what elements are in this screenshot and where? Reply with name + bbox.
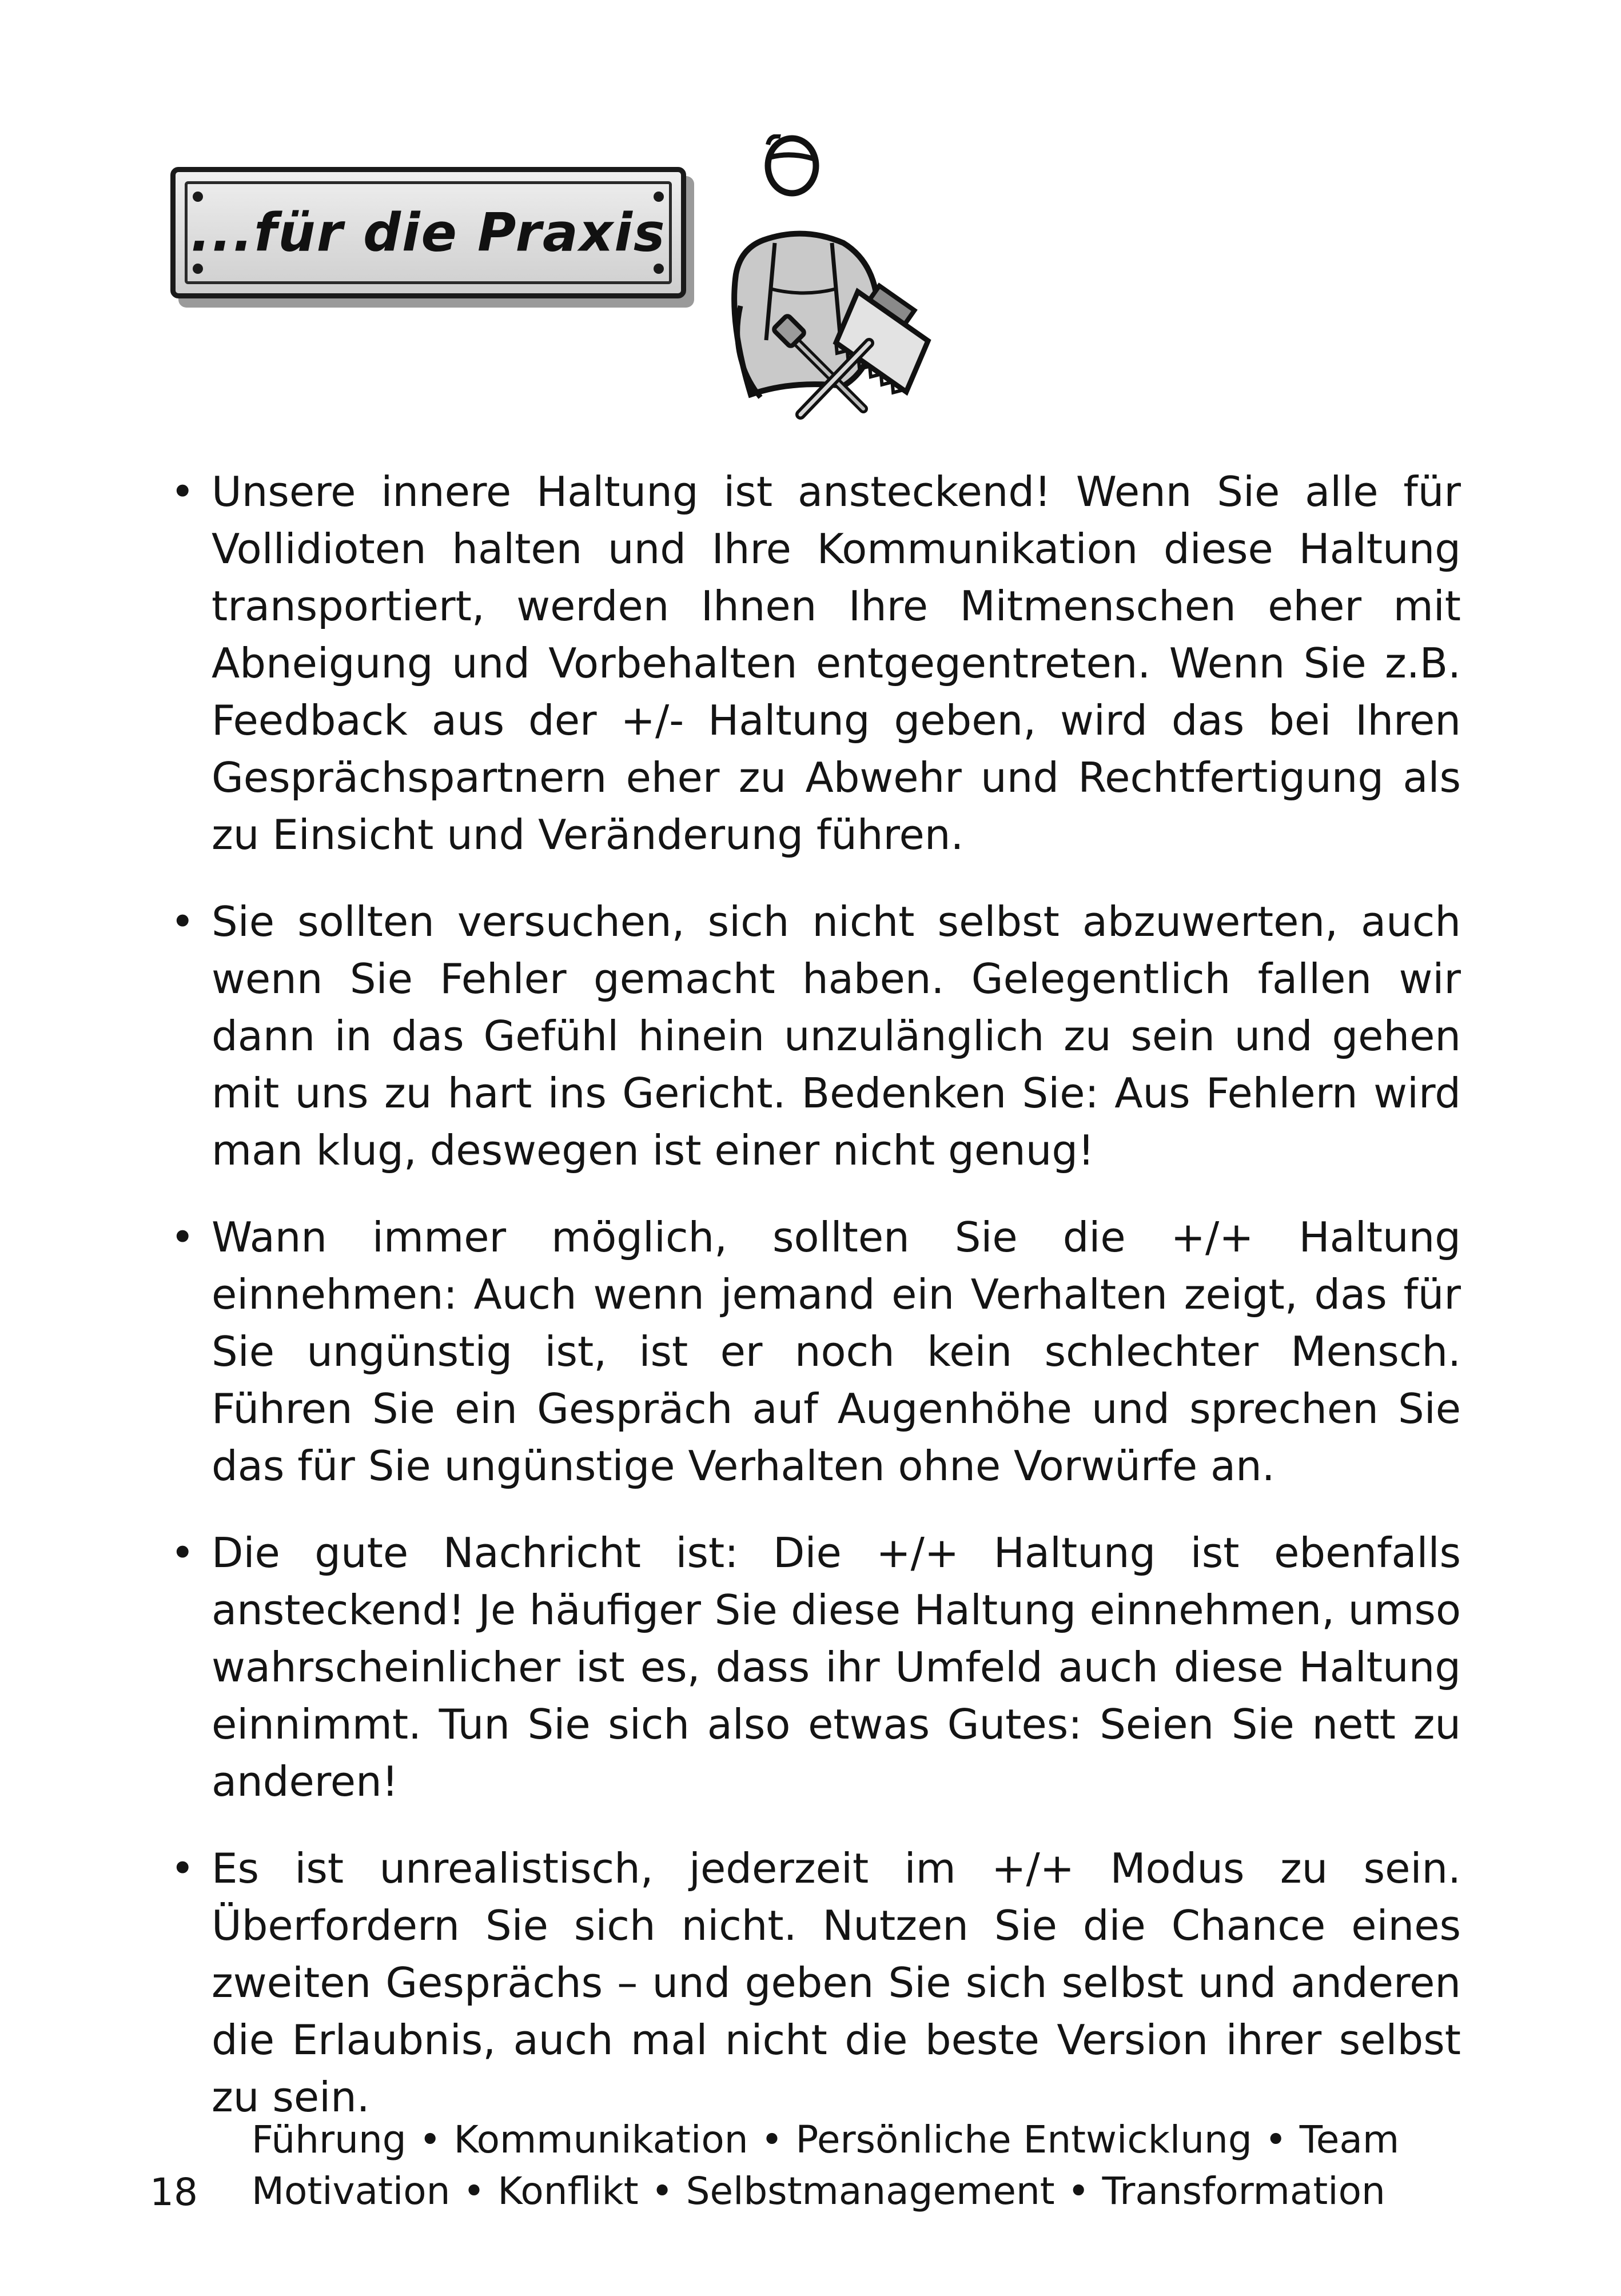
bullet-text: Die gute Nachricht ist: Die +/+ Haltung ist ebenfalls ansteckend! Je häufiger Sie diese Haltung einnehmen, umso wahrscheinlicher ist es, dass ihr Umfeld auch diese Haltung einnimmt. Tun Sie sich also etwas Gutes: Seien Sie nett zu anderen! bbox=[212, 1529, 1461, 1805]
keyword: Kommunikation bbox=[453, 2118, 748, 2162]
list-item bbox=[166, 1209, 1461, 1494]
screw-icon bbox=[654, 264, 664, 274]
praxis-sign bbox=[170, 167, 686, 298]
screw-icon bbox=[193, 192, 203, 202]
bullet-icon: • bbox=[170, 1529, 195, 1577]
separator: • bbox=[419, 2118, 441, 2162]
bullet-icon: • bbox=[170, 898, 195, 946]
bullet-icon: • bbox=[170, 1213, 195, 1261]
keyword: Transformation bbox=[1102, 2169, 1385, 2213]
sign-title: ...für die Praxis bbox=[190, 202, 666, 264]
list-item bbox=[166, 1840, 1461, 2126]
keyword: Selbstmanagement bbox=[686, 2169, 1055, 2213]
bullet-icon: • bbox=[170, 1844, 195, 1892]
footer-keywords bbox=[252, 2114, 1400, 2217]
separator: • bbox=[651, 2169, 674, 2213]
bullet-icon: • bbox=[170, 468, 195, 516]
craftsman-with-tools-icon bbox=[706, 134, 941, 443]
bullet-text: Sie sollten versuchen, sich nicht selbst abzuwerten, auch wenn Sie Fehler gemacht haben. Gelegentlich fallen wir dann in das Gefühl hinein unzulänglich zu sein und gehen mit uns zu hart ins Gericht. Bedenken Sie: Aus Fehlern wird man klug, deswegen ist einer nicht genug! bbox=[212, 898, 1461, 1174]
list-item bbox=[166, 463, 1461, 863]
bullet-text: Wann immer möglich, sollten Sie die +/+ Haltung einnehmen: Auch wenn jemand ein Verhalten zeigt, das für Sie ungünstig ist, ist er noch kein schlechter Mensch. Führen Sie ein Gespräch auf Augenhöhe und sprechen Sie das für Sie ungünstige Verhalten ohne Vorwürfe an. bbox=[212, 1213, 1461, 1490]
footer-keywords-line-1 bbox=[252, 2114, 1400, 2166]
screw-icon bbox=[193, 264, 203, 274]
keyword: Führung bbox=[252, 2118, 407, 2162]
keyword: Konflikt bbox=[497, 2169, 639, 2213]
keyword: Motivation bbox=[252, 2169, 451, 2213]
bullet-text: Es ist unrealistisch, jederzeit im +/+ Modus zu sein. Überfordern Sie sich nicht. Nutzen Sie die Chance eines zweiten Gesprächs – und geben Sie sich selbst und anderen die Erlaubnis, auch mal nicht die beste Version ihrer selbst zu sein. bbox=[212, 1844, 1461, 2121]
bullet-text: Unsere innere Haltung ist ansteckend! Wenn Sie alle für Vollidioten halten und Ihre Kommunikation diese Haltung transportiert, werden Ihnen Ihre Mitmenschen eher mit Abneigung und Vorbehalten entgegentreten. Wenn Sie z.B. Feedback aus der +/- Haltung geben, wird das bei Ihren Gesprächspartnern eher zu Abwehr und Rechtfertigung als zu Einsicht und Veränderung führen. bbox=[212, 468, 1461, 859]
separator: • bbox=[1067, 2169, 1090, 2213]
page-number: 18 bbox=[150, 2170, 198, 2214]
separator: • bbox=[1264, 2118, 1287, 2162]
footer-keywords-line-2 bbox=[252, 2166, 1395, 2217]
list-item bbox=[166, 893, 1461, 1179]
practice-tips-list bbox=[166, 463, 1461, 2155]
separator: • bbox=[760, 2118, 783, 2162]
keyword: Persönliche Entwicklung bbox=[795, 2118, 1252, 2162]
list-item bbox=[166, 1524, 1461, 1810]
separator: • bbox=[463, 2169, 485, 2213]
keyword: Team bbox=[1299, 2118, 1400, 2162]
screw-icon bbox=[654, 192, 664, 202]
